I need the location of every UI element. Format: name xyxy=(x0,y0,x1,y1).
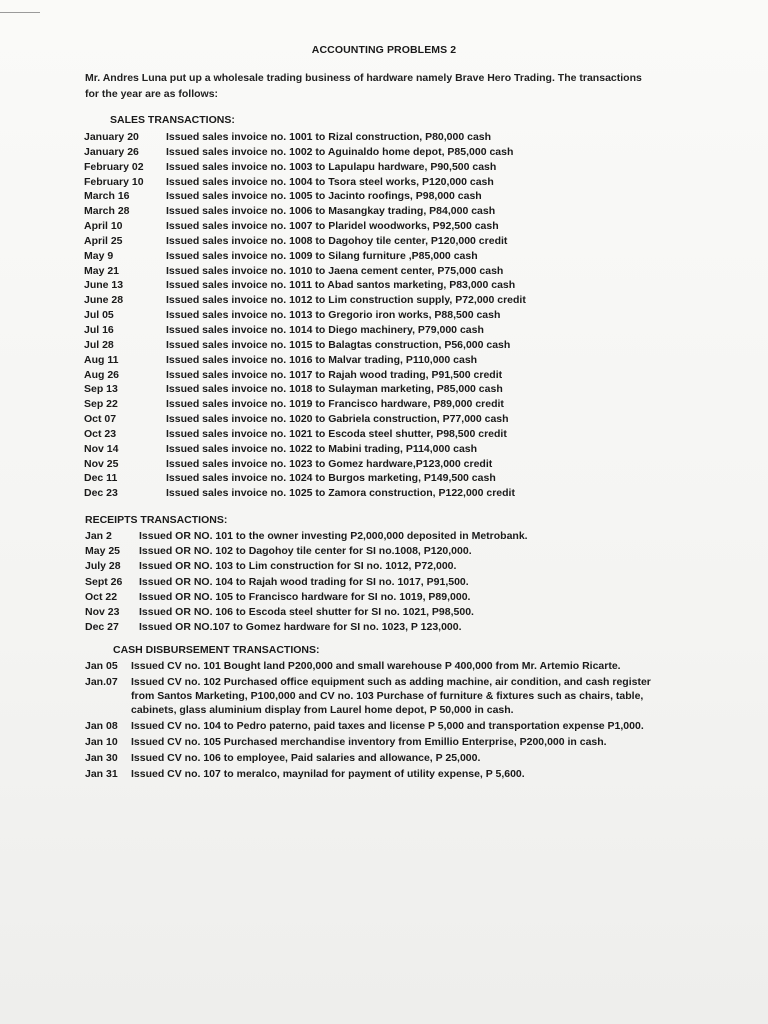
transaction-date: Jan 2 xyxy=(85,530,112,542)
transaction-date: Jan.07 xyxy=(85,676,118,688)
transaction-date: Jul 05 xyxy=(84,309,114,322)
transaction-date: Jan 05 xyxy=(85,660,118,672)
transaction-date: May 21 xyxy=(84,264,120,277)
transaction-date: Jan 30 xyxy=(85,752,118,764)
receipt-transaction-row xyxy=(85,575,528,590)
cash-disbursement-row xyxy=(85,675,655,717)
transaction-description: Issued sales invoice no. 1016 to Malvar trading, P110,000 cash xyxy=(166,353,478,366)
transaction-description: Issued sales invoice no. 1010 to Jaena cement center, P75,000 cash xyxy=(166,264,504,277)
sales-transaction-row xyxy=(84,189,526,204)
transaction-date: Nov 25 xyxy=(84,457,119,470)
sales-transactions-list xyxy=(84,130,526,501)
transaction-date: Oct 23 xyxy=(84,427,117,440)
transaction-description: Issued CV no. 101 Bought land P200,000 and small warehouse P 400,000 from Mr. Artemio Ricarte. xyxy=(131,660,621,672)
transaction-date: Sep 13 xyxy=(84,383,118,396)
transaction-date: Dec 11 xyxy=(84,472,118,485)
transaction-description: Issued sales invoice no. 1004 to Tsora steel works, P120,000 cash xyxy=(166,175,494,188)
sales-transaction-row xyxy=(84,471,526,486)
transaction-date: Dec 23 xyxy=(84,487,118,500)
transaction-description: Issued sales invoice no. 1002 to Aguinaldo home depot, P85,000 cash xyxy=(166,145,514,158)
transaction-description: Issued CV no. 106 to employee, Paid salaries and allowance, P 25,000. xyxy=(131,752,481,764)
sales-transaction-row xyxy=(84,249,526,264)
transaction-description: Issued sales invoice no. 1003 to Lapulapu hardware, P90,500 cash xyxy=(166,160,497,173)
cash-disbursement-row xyxy=(85,751,655,765)
sales-transaction-row xyxy=(84,427,526,442)
sales-transaction-row xyxy=(84,442,526,457)
transaction-description: Issued sales invoice no. 1009 to Silang furniture ,P85,000 cash xyxy=(166,249,478,262)
transaction-description: Issued sales invoice no. 1020 to Gabriela construction, P77,000 cash xyxy=(166,413,509,426)
transaction-date: May 25 xyxy=(85,545,121,558)
transaction-date: Aug 26 xyxy=(84,368,120,381)
sales-transaction-row xyxy=(84,397,526,412)
cash-disbursement-row xyxy=(85,659,655,673)
sales-section-heading: SALES TRANSACTIONS: xyxy=(110,114,235,126)
transaction-date: Nov 23 xyxy=(85,605,120,618)
transaction-description: Issued OR NO. 104 to Rajah wood trading for SI no. 1017, P91,500. xyxy=(139,575,469,588)
transaction-date: June 28 xyxy=(84,294,124,307)
transaction-description: Issued sales invoice no. 1019 to Francisco hardware, P89,000 credit xyxy=(166,398,504,411)
transaction-date: April 10 xyxy=(84,220,123,233)
transaction-date: February 02 xyxy=(84,160,144,173)
transaction-description: Issued OR NO. 103 to Lim construction for SI no. 1012, P72,000. xyxy=(139,560,457,573)
transaction-description: Issued sales invoice no. 1001 to Rizal construction, P80,000 cash xyxy=(166,131,492,143)
sales-transaction-row xyxy=(84,145,526,160)
transaction-description: Issued CV no. 107 to meralco, maynilad for payment of utility expense, P 5,600. xyxy=(131,768,525,780)
sales-transaction-row xyxy=(84,204,526,219)
transaction-date: Jan 10 xyxy=(85,736,118,748)
cash-disbursement-section-heading: CASH DISBURSEMENT TRANSACTIONS: xyxy=(113,644,320,656)
sales-transaction-row xyxy=(84,323,526,338)
transaction-description: Issued OR NO. 105 to Francisco hardware for SI no. 1019, P89,000. xyxy=(139,590,471,603)
transaction-description: Issued sales invoice no. 1023 to Gomez hardware,P123,000 credit xyxy=(166,457,493,470)
transaction-description: Issued OR NO. 106 to Escoda steel shutter for SI no. 1021, P98,500. xyxy=(139,605,474,618)
transaction-description: Issued CV no. 104 to Pedro paterno, paid taxes and license P 5,000 and transportation expense P1,000. xyxy=(131,720,644,732)
sales-transaction-row xyxy=(84,353,526,368)
sales-transaction-row xyxy=(84,338,526,353)
transaction-description: Issued sales invoice no. 1022 to Mabini trading, P114,000 cash xyxy=(166,442,478,455)
intro-paragraph: Mr. Andres Luna put up a wholesale trading business of hardware namely Brave Hero Trading. The transactions for the year are as follows: xyxy=(85,72,642,100)
transaction-date: April 25 xyxy=(84,234,123,247)
sales-transaction-row xyxy=(84,234,526,249)
cash-disbursement-row xyxy=(85,735,655,749)
transaction-description: Issued CV no. 102 Purchased office equipment such as adding machine, air condition, and cash register from Santos Marketing, P100,000 and CV no. 103 Purchase of furniture & fixtures such as chairs, table, cabinets, glass aluminium display from Laurel home depot, P 50,000 in cash. xyxy=(131,676,651,716)
transaction-description: Issued sales invoice no. 1025 to Zamora construction, P122,000 credit xyxy=(166,487,515,500)
receipts-transactions-list xyxy=(85,529,528,635)
transaction-date: Dec 27 xyxy=(85,621,119,634)
sales-transaction-row xyxy=(84,308,526,323)
receipts-section-heading: RECEIPTS TRANSACTIONS: xyxy=(85,514,228,526)
sales-transaction-row xyxy=(84,382,526,397)
transaction-description: Issued sales invoice no. 1024 to Burgos marketing, P149,500 cash xyxy=(166,472,496,485)
transaction-date: Sept 26 xyxy=(85,575,123,588)
transaction-description: Issued sales invoice no. 1015 to Balagtas construction, P56,000 cash xyxy=(166,338,511,351)
transaction-date: July 28 xyxy=(85,560,121,573)
transaction-date: March 16 xyxy=(84,190,130,203)
sales-transaction-row xyxy=(84,264,526,279)
sales-transaction-row xyxy=(84,486,526,501)
transaction-date: May 9 xyxy=(84,249,114,262)
transaction-date: Sep 22 xyxy=(84,398,118,411)
transaction-date: Oct 22 xyxy=(85,590,118,603)
sales-transaction-row xyxy=(84,368,526,383)
transaction-date: Jul 28 xyxy=(84,338,114,351)
sales-transaction-row xyxy=(84,457,526,472)
sales-transaction-row xyxy=(84,293,526,308)
receipt-transaction-row xyxy=(85,590,528,605)
transaction-date: Oct 07 xyxy=(84,413,117,426)
receipt-transaction-row xyxy=(85,529,528,544)
transaction-description: Issued sales invoice no. 1013 to Gregorio iron works, P88,500 cash xyxy=(166,309,501,322)
transaction-description: Issued CV no. 105 Purchased merchandise inventory from Emillio Enterprise, P200,000 in cash. xyxy=(131,736,607,748)
transaction-description: Issued sales invoice no. 1005 to Jacinto roofings, P98,000 cash xyxy=(166,190,482,203)
transaction-description: Issued OR NO. 101 to the owner investing P2,000,000 deposited in Metrobank. xyxy=(139,530,528,542)
sales-transaction-row xyxy=(84,175,526,190)
transaction-description: Issued sales invoice no. 1018 to Sulayman marketing, P85,000 cash xyxy=(166,383,503,396)
cash-disbursement-row xyxy=(85,767,655,781)
transaction-date: Aug 11 xyxy=(84,353,119,366)
transaction-description: Issued sales invoice no. 1008 to Dagohoy tile center, P120,000 credit xyxy=(166,234,508,247)
transaction-date: January 20 xyxy=(84,131,139,143)
sales-transaction-row xyxy=(84,412,526,427)
transaction-description: Issued sales invoice no. 1021 to Escoda steel shutter, P98,500 credit xyxy=(166,427,507,440)
cash-disbursement-row xyxy=(85,719,655,733)
sales-transaction-row xyxy=(84,278,526,293)
transaction-description: Issued sales invoice no. 1014 to Diego machinery, P79,000 cash xyxy=(166,323,484,336)
transaction-description: Issued sales invoice no. 1012 to Lim construction supply, P72,000 credit xyxy=(166,294,526,307)
transaction-date: Jan 08 xyxy=(85,720,118,732)
transaction-description: Issued sales invoice no. 1017 to Rajah wood trading, P91,500 credit xyxy=(166,368,503,381)
sales-transaction-row xyxy=(84,160,526,175)
receipt-transaction-row xyxy=(85,544,528,559)
transaction-date: January 26 xyxy=(84,145,139,158)
sales-transaction-row xyxy=(84,219,526,234)
transaction-date: Jul 16 xyxy=(84,323,114,336)
page-crease-mark xyxy=(0,12,40,13)
sales-transaction-row xyxy=(84,130,526,145)
receipt-transaction-row xyxy=(85,620,528,635)
transaction-date: Jan 31 xyxy=(85,768,118,780)
transaction-date: June 13 xyxy=(84,279,124,292)
receipt-transaction-row xyxy=(85,559,528,574)
transaction-date: Nov 14 xyxy=(84,442,119,455)
transaction-description: Issued sales invoice no. 1011 to Abad santos marketing, P83,000 cash xyxy=(166,279,516,292)
transaction-date: February 10 xyxy=(84,175,144,188)
receipt-transaction-row xyxy=(85,605,528,620)
document-title: ACCOUNTING PROBLEMS 2 xyxy=(311,44,457,56)
cash-disbursement-transactions-list xyxy=(85,659,655,783)
transaction-description: Issued sales invoice no. 1006 to Masangkay trading, P84,000 cash xyxy=(166,205,496,218)
transaction-description: Issued OR NO.107 to Gomez hardware for SI no. 1023, P 123,000. xyxy=(139,621,462,634)
transaction-date: March 28 xyxy=(84,205,130,218)
transaction-description: Issued sales invoice no. 1007 to Plaridel woodworks, P92,500 cash xyxy=(166,220,499,233)
transaction-description: Issued OR NO. 102 to Dagohoy tile center for SI no.1008, P120,000. xyxy=(139,545,472,558)
